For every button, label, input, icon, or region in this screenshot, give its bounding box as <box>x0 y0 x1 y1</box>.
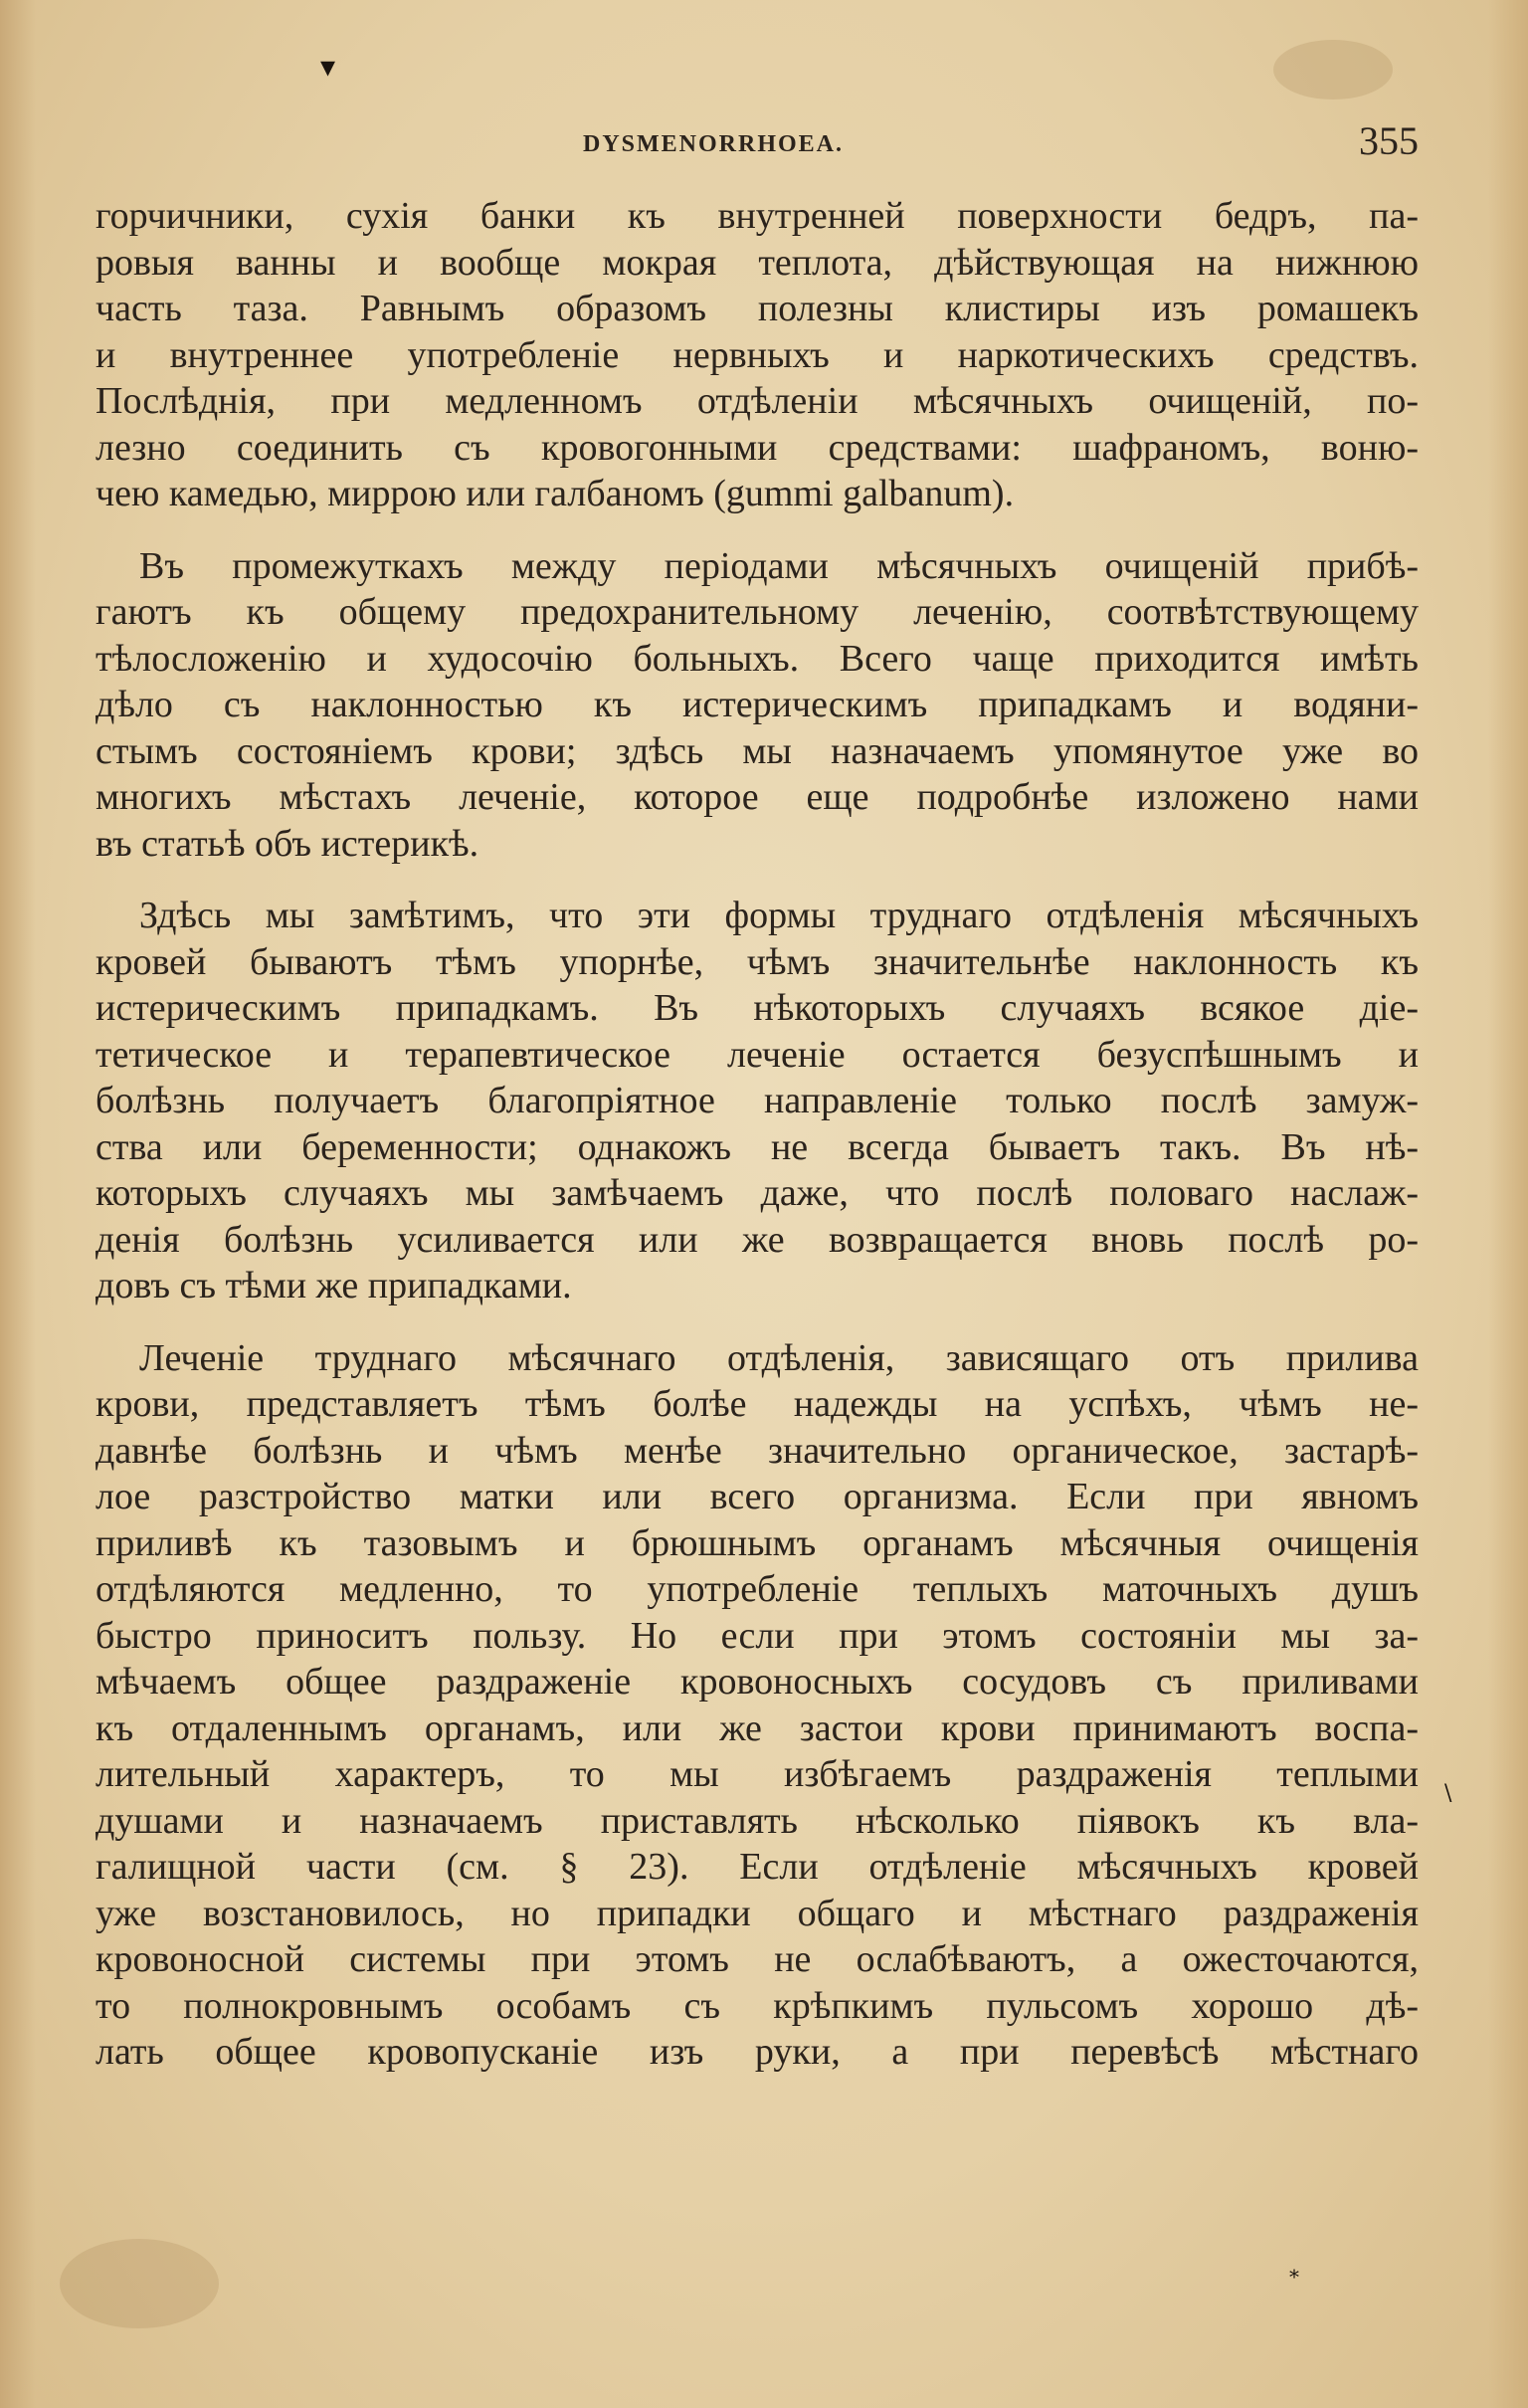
text-line: приливѣ къ тазовымъ и брюшнымъ органамъ мѣсячныя очищенія <box>96 1521 1419 1564</box>
text-line: быстро приноситъ пользу. Но если при этомъ состояніи мы за- <box>96 1614 1419 1657</box>
text-line: къ отдаленнымъ органамъ, или же застои крови принимаютъ воспа- <box>96 1706 1419 1749</box>
text-line: денія болѣзнь усиливается или же возвращается вновь послѣ ро- <box>96 1218 1419 1261</box>
text-line: чею камедью, миррою или галбаномъ (gummi galbanum). <box>96 473 1015 514</box>
paper-stain <box>60 2239 219 2328</box>
text-line: стымъ состояніемъ крови; здѣсь мы назначаемъ упомянутое уже во <box>96 729 1419 772</box>
text-line: истерическимъ припадкамъ. Въ нѣкоторыхъ случаяхъ всякое діе- <box>96 987 1419 1029</box>
text-line: лать общее кровопусканіе изъ руки, а при перевѣсѣ мѣстнаго <box>96 2031 1419 2073</box>
ink-mark: * <box>1289 2265 1299 2289</box>
paragraph-4 <box>96 1335 1419 2076</box>
text-line: галищной части (см. § 23). Если отдѣленіе мѣсячныхъ кровей <box>96 1846 1419 1888</box>
text-line: душами и назначаемъ приставлять нѣсколько піявокъ къ вла- <box>96 1799 1419 1842</box>
text-line: Послѣднія, при медленномъ отдѣленіи мѣсячныхъ очищеній, по- <box>96 380 1419 422</box>
text-line: кровей бываютъ тѣмъ упорнѣе, чѣмъ значительнѣе наклонность къ <box>96 940 1419 983</box>
text-line: Здѣсь мы замѣтимъ, что эти формы труднаго отдѣленія мѣсячныхъ <box>139 895 1419 936</box>
paragraph-2 <box>96 543 1419 868</box>
text-line: и внутреннее употребленіе нервныхъ и наркотическихъ средствъ. <box>96 333 1419 376</box>
ink-mark: ▾ <box>320 50 336 85</box>
text-line: многихъ мѣстахъ леченіе, которое еще подробнѣе изложено нами <box>96 776 1419 818</box>
page-number: 355 <box>1359 118 1419 163</box>
text-line: кровоносной системы при этомъ не ослабѣваютъ, а ожесточаются, <box>96 1938 1419 1980</box>
text-line: мѣчаемъ общее раздраженіе кровоносныхъ сосудовъ съ приливами <box>96 1661 1419 1703</box>
text-line: лительный характеръ, то мы избѣгаемъ раздраженія теплыми <box>96 1753 1419 1795</box>
page-edge-shadow-left <box>0 0 36 2408</box>
body-text <box>96 193 1419 2076</box>
text-line: давнѣе болѣзнь и чѣмъ менѣе значительно органическое, застарѣ- <box>96 1429 1419 1472</box>
page-header <box>96 117 1419 177</box>
text-line: болѣзнь получаетъ благопріятное направленіе только послѣ замуж- <box>96 1080 1419 1121</box>
text-line: лезно соединить съ кровогонными средствами: шафраномъ, воню- <box>96 426 1419 469</box>
text-line: Леченіе труднаго мѣсячнаго отдѣленія, зависящаго отъ прилива <box>139 1336 1419 1379</box>
text-line: которыхъ случаяхъ мы замѣчаемъ даже, что послѣ половаго наслаж- <box>96 1172 1419 1214</box>
paragraph-1 <box>96 193 1419 517</box>
text-line: тетическое и терапевтическое леченіе остается безуспѣшнымъ и <box>96 1033 1419 1076</box>
text-line: гаютъ къ общему предохранительному леченію, соотвѣтствующему <box>96 591 1419 633</box>
text-line: въ статьѣ объ истерикѣ. <box>96 822 479 865</box>
text-line: ровыя ванны и вообще мокрая теплота, дѣйствующая на нижнюю <box>96 241 1419 284</box>
text-line: горчичники, сухія банки къ внутренней поверхности бедръ, па- <box>96 195 1419 237</box>
text-line: отдѣляются медленно, то употребленіе теплыхъ маточныхъ душъ <box>96 1568 1419 1610</box>
text-line: уже возстановилось, но припадки общаго и мѣстнаго раздраженія <box>96 1892 1419 1934</box>
ink-mark: \ <box>1444 1781 1452 1806</box>
text-line: тѣлосложенію и худосочію больныхъ. Всего чаще приходится имѣть <box>96 637 1419 680</box>
text-line: то полнокровнымъ особамъ съ крѣпкимъ пульсомъ хорошо дѣ- <box>96 1984 1419 2027</box>
paper-stain <box>1273 40 1393 100</box>
text-line: довъ съ тѣми же припадками. <box>96 1265 572 1306</box>
running-head: DYSMENORRHOEA. <box>583 131 845 157</box>
text-line: ства или беременности; однакожъ не всегда бываетъ такъ. Въ нѣ- <box>96 1125 1419 1168</box>
text-line: дѣло съ наклонностью къ истерическимъ припадкамъ и водяни- <box>96 684 1419 725</box>
paragraph-3 <box>96 893 1419 1309</box>
text-line: лое разстройство матки или всего организма. Если при явномъ <box>96 1476 1419 1517</box>
text-line: крови, представляетъ тѣмъ болѣе надежды на успѣхъ, чѣмъ не- <box>96 1383 1419 1425</box>
text-line: часть таза. Равнымъ образомъ полезны клистиры изъ ромашекъ <box>96 288 1419 329</box>
text-line: Въ промежуткахъ между періодами мѣсячныхъ очищеній прибѣ- <box>139 544 1419 587</box>
page-edge-shadow-right <box>1488 0 1528 2408</box>
